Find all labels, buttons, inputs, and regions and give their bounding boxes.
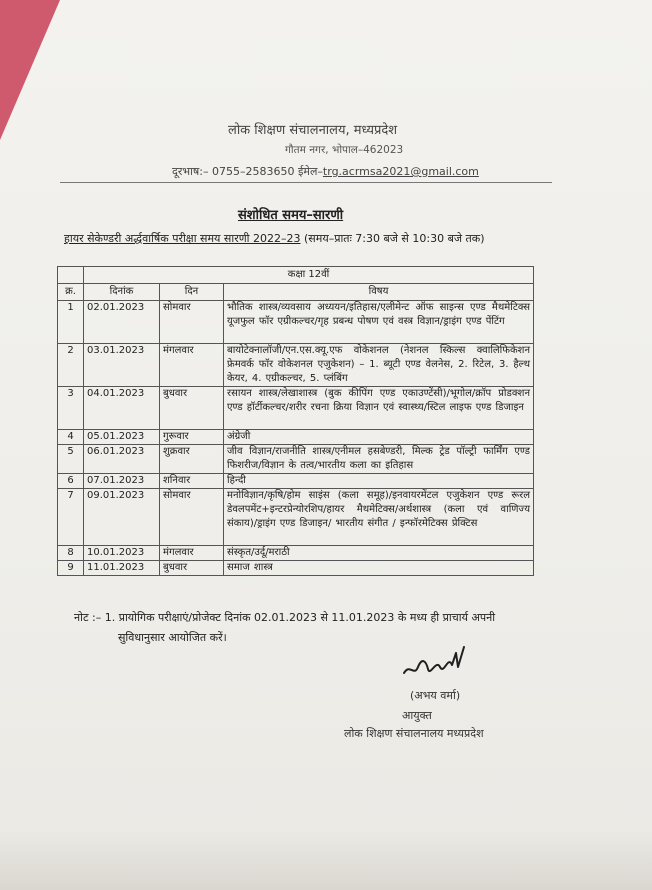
row-date: 04.01.2023 — [84, 387, 160, 430]
row-no: 5 — [58, 445, 84, 474]
note — [74, 608, 495, 648]
row-no: 8 — [58, 546, 84, 561]
table-row — [58, 561, 534, 576]
class-heading-row — [58, 267, 534, 284]
signatory-organization: लोक शिक्षण संचालनालय मध्यप्रदेश — [344, 727, 484, 740]
email-address: trg.acrmsa2021@gmail.com — [322, 165, 479, 178]
row-no: 1 — [58, 301, 84, 344]
table-row — [58, 301, 534, 344]
signatory-designation: आयुक्त — [402, 709, 432, 722]
row-day: शुक्रवार — [160, 445, 224, 474]
table-row — [58, 546, 534, 561]
row-no: 2 — [58, 344, 84, 387]
note-line-1: नोट :– 1. प्रायोगिक परीक्षाएं/प्रोजेक्ट दिनांक 02.01.2023 से 11.01.2023 के मध्य ही प्राचार्य अपनी — [74, 611, 496, 624]
row-day: मंगलवार — [160, 344, 224, 387]
timetable — [57, 266, 534, 576]
phone-label: दूरभाष:– — [172, 165, 209, 178]
row-subject: समाज शास्त्र — [224, 561, 534, 576]
row-date: 06.01.2023 — [84, 445, 160, 474]
document-subtitle — [64, 231, 485, 246]
row-subject: बायोटेक्नालॉजी/एन.एस.क्यू.एफ वोकेशनल (नेशनल स्किल्स क्वालिफिकेशन फ्रेमवर्क फॉर वोकेशनल एजुकेशन) – 1. ब्यूटी एण्ड वेलनेस, 2. रिटेल, 3. हैल्थ केयर, 4. एग्रीकल्चर, 5. प्लंबिंग — [224, 344, 534, 387]
col-header-no: क्र. — [58, 284, 84, 301]
page-shadow — [0, 830, 652, 890]
phone-number: 0755–2583650 — [212, 165, 295, 178]
row-date: 02.01.2023 — [84, 301, 160, 344]
row-date: 09.01.2023 — [84, 489, 160, 546]
office-address: गौतम नगर, भोपाल–462023 — [285, 144, 404, 156]
row-date: 11.01.2023 — [84, 561, 160, 576]
table-row — [58, 387, 534, 430]
document-title: संशोधित समय–सारणी — [238, 208, 344, 223]
column-header-row — [58, 284, 534, 301]
header-divider — [60, 182, 552, 183]
row-subject: भौतिक शास्त्र/व्यवसाय अध्ययन/इतिहास/एलीमेन्ट ऑफ साइन्स एण्ड मैथमेटिक्स यूजफुल फॉर एग्रीकल्चर/गृह प्रबन्ध पोषण एवं वस्त्र विज्ञान/ड्राइंग एण्ड पेंटिंग — [224, 301, 534, 344]
row-subject: मनोविज्ञान/कृषि/होम साइंस (कला समूह)/इनवायरमेंटल एजुकेशन एण्ड रूरल डेवलपमेंट+इन्टरप्रेन्योरशिप/हायर मैथमेटिक्स/अर्थशास्त्र (कला एवं वाणिज्य संकाय)/ड्राइंग एण्ड डिजाइन/ भारतीय संगीत / इन्फॉरमेटिक्स प्रेक्टिस — [224, 489, 534, 546]
row-date: 03.01.2023 — [84, 344, 160, 387]
table-row — [58, 474, 534, 489]
row-day: शनिवार — [160, 474, 224, 489]
row-no: 4 — [58, 430, 84, 445]
col-header-date: दिनांक — [84, 284, 160, 301]
row-day: गुरूवार — [160, 430, 224, 445]
row-date: 10.01.2023 — [84, 546, 160, 561]
note-line-2: सुविधानुसार आयोजित करें। — [118, 631, 227, 644]
row-day: सोमवार — [160, 301, 224, 344]
col-header-day: दिन — [160, 284, 224, 301]
row-day: सोमवार — [160, 489, 224, 546]
row-subject: जीव विज्ञान/राजनीति शास्त्र/एनीमल हसबेण्डरी, मिल्क ट्रेड पॉल्ट्री फार्मिंग एण्ड फिशरीज/विज्ञान के तत्व/भारतीय कला का इतिहास — [224, 445, 534, 474]
table-row — [58, 430, 534, 445]
row-no: 6 — [58, 474, 84, 489]
row-no: 3 — [58, 387, 84, 430]
office-name: लोक शिक्षण संचालनालय, मध्यप्रदेश — [228, 123, 398, 138]
subtitle-time: (समय–प्रातः 7:30 बजे से 10:30 बजे तक) — [304, 232, 485, 245]
row-date: 07.01.2023 — [84, 474, 160, 489]
signatory-name: (अभय वर्मा) — [410, 689, 461, 702]
row-subject: अंग्रेजी — [224, 430, 534, 445]
email-label: ईमेल– — [297, 165, 323, 178]
contact-line — [172, 164, 479, 179]
subtitle-main: हायर सेकेण्डरी अर्द्धवार्षिक परीक्षा समय सारणी 2022–23 — [64, 232, 301, 245]
row-subject: रसायन शास्त्र/लेखाशास्त्र (बुक कीपिंग एण्ड एकाउण्टेंसी)/भूगोल/क्रॉप प्रोडक्शन एण्ड हॉर्टीकल्चर/शरीर रचना क्रिया विज्ञान एवं स्वास्थ्य/स्टिल लाइफ एण्ड डिजाइन — [224, 387, 534, 430]
row-no: 7 — [58, 489, 84, 546]
row-no: 9 — [58, 561, 84, 576]
table-row — [58, 344, 534, 387]
row-day: मंगलवार — [160, 546, 224, 561]
signature-mark — [400, 643, 470, 683]
col-header-subject: विषय — [224, 284, 534, 301]
row-date: 05.01.2023 — [84, 430, 160, 445]
row-day: बुधवार — [160, 387, 224, 430]
table-row — [58, 489, 534, 546]
row-day: बुधवार — [160, 561, 224, 576]
corner-accent — [0, 0, 60, 140]
row-subject: हिन्दी — [224, 474, 534, 489]
table-row — [58, 445, 534, 474]
class-heading: कक्षा 12वीं — [84, 267, 534, 284]
row-subject: संस्कृत/उर्दू/मराठी — [224, 546, 534, 561]
